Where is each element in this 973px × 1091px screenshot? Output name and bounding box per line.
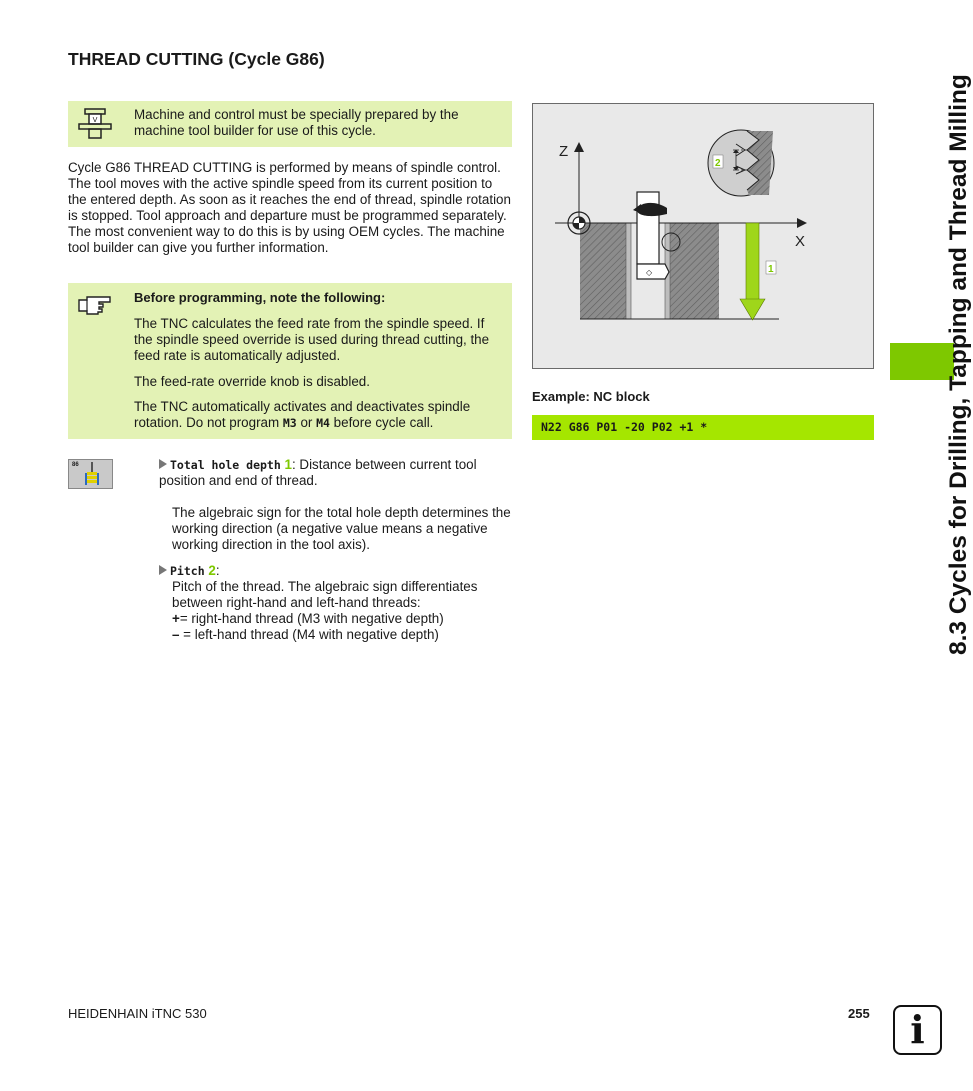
svg-text:V: V xyxy=(92,116,98,124)
workpiece-right xyxy=(670,223,719,319)
depth-sign-note: The algebraic sign for the total hole depth determines the working direction (a negative value means a negative working direction in the tool axis). xyxy=(172,505,511,552)
depth-arrow-shaft xyxy=(746,223,759,301)
code-m4: M4 xyxy=(316,416,330,430)
pointing-hand-icon xyxy=(77,293,113,317)
thread-figure xyxy=(532,103,874,369)
depth-arrow-head xyxy=(740,299,765,320)
before-p2: The feed-rate override knob is disabled. xyxy=(134,374,370,389)
before-p1: The TNC calculates the feed rate from the spindle speed. If the spindle speed override is used during thread cutting, the feed rate is automatically adjusted. xyxy=(134,316,490,363)
axis-x-label: X xyxy=(795,233,806,250)
before-programming-heading: Before programming, note the following: xyxy=(134,290,386,305)
tool-tip xyxy=(637,264,669,279)
bullet-arrow-icon xyxy=(159,565,167,575)
workpiece-left xyxy=(580,223,626,319)
minus-sign: – xyxy=(172,627,180,642)
thread-left xyxy=(626,223,631,319)
total-hole-depth-label: Total hole depth xyxy=(170,458,281,472)
pitch-minus-line xyxy=(172,627,512,643)
code-m3: M3 xyxy=(282,416,297,430)
example-heading: Example: NC block xyxy=(532,389,650,404)
cycle-86-softkey[interactable] xyxy=(68,459,113,489)
param-pitch xyxy=(159,563,511,579)
before-p3-start: The TNC automatically activates and deactivates spindle rotation. Do not program xyxy=(134,399,471,430)
figure-label-1: 1 xyxy=(768,264,774,275)
total-hole-depth-desc: : Distance between current tool position and end of thread. xyxy=(159,457,477,488)
thread-diagram xyxy=(533,104,875,370)
pitch-colon: : xyxy=(215,563,220,578)
figure-label-2: 2 xyxy=(715,158,721,169)
info-icon xyxy=(893,1005,942,1055)
axis-z-label: Z xyxy=(559,143,569,160)
thread-tool-icon xyxy=(85,462,99,487)
before-p3 xyxy=(134,399,504,431)
footer-product: HEIDENHAIN iTNC 530 xyxy=(68,1006,207,1021)
tool-shank xyxy=(637,192,659,264)
intro-paragraph: Cycle G86 THREAD CUTTING is performed by means of spindle control. The tool moves with the active spindle speed from its current position to the entered depth. As soon as it reaches the end of thread, spindle rotation is stopped. Tool approach and departure must be programmed separately. The most convenient way to do this is by using OEM cycles. The machine tool builder can give you further information. xyxy=(68,160,511,255)
minus-text: = left-hand thread (M4 with negative depth) xyxy=(179,627,439,642)
plus-sign: + xyxy=(172,611,180,626)
machine-icon xyxy=(78,108,112,140)
svg-text:◇: ◇ xyxy=(646,268,653,277)
machine-note-text: Machine and control must be specially prepared by the machine tool builder for use of this cycle. xyxy=(134,107,459,138)
pitch-label: Pitch xyxy=(170,564,205,578)
callout-1: 1 xyxy=(284,457,292,472)
softkey-label: 86 xyxy=(72,462,79,468)
before-p3-end: before cycle call. xyxy=(329,415,434,430)
param-total-hole-depth xyxy=(159,457,511,489)
bullet-arrow-icon xyxy=(159,459,167,469)
nc-block-code: N22 G86 P01 -20 P02 +1 * xyxy=(541,420,708,434)
page-title: THREAD CUTTING (Cycle G86) xyxy=(68,49,325,69)
chapter-side-title: 8.3 Cycles for Drilling, Tapping and Thread Milling xyxy=(945,74,972,655)
callout-2: 2 xyxy=(208,563,216,578)
before-p3-or: or xyxy=(296,415,317,430)
info-icon-glyph: i xyxy=(910,1007,925,1052)
pitch-plus-line xyxy=(172,611,512,627)
plus-text: = right-hand thread (M3 with negative depth) xyxy=(179,611,444,626)
page-number: 255 xyxy=(848,1006,870,1021)
pitch-desc: Pitch of the thread. The algebraic sign differentiates between right-hand and left-hand threads: xyxy=(172,579,478,610)
